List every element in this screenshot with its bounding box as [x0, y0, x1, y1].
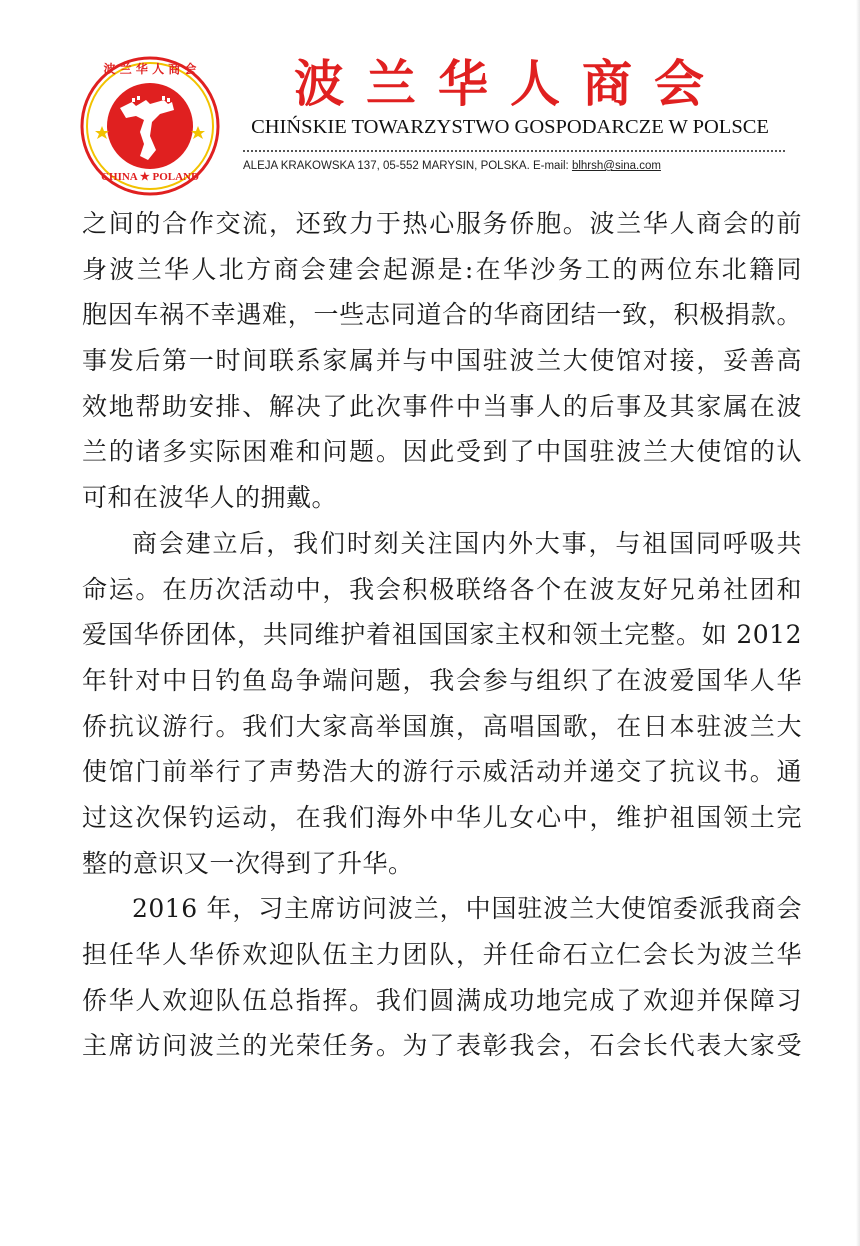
paragraph-2 [82, 518, 802, 884]
text-line: 之间的合作交流，还致力于热心服务侨胞。波兰华人商会的前 [82, 209, 802, 238]
paragraph-1 [82, 198, 802, 518]
text-line: 侨抗议游行。我们大家高举国旗，高唱国歌，在日本驻波兰大 [82, 711, 802, 741]
logo-bottom-text: CHINA ★ POLAND [101, 171, 199, 183]
logo-top-text: 波 兰 华 人 商 会 [103, 62, 197, 76]
text-line: 2016 年，习主席访问波兰，中国驻波兰大使馆委派我商会 [132, 894, 802, 924]
organization-name-polish: CHIŃSKIE TOWARZYSTWO GOSPODARCZE W POLSCE [251, 116, 769, 138]
letterhead [0, 0, 860, 200]
text-line: 整的意识又一次得到了升华。 [82, 848, 414, 878]
text-line: 侨华人欢迎队伍总指挥。我们圆满成功地完成了欢迎并保障习 [82, 985, 802, 1015]
chamber-logo [80, 56, 220, 196]
text-line: 效地帮助安排、解决了此次事件中当事人的后事及其家属在波 [82, 391, 802, 421]
page-edge-shadow [856, 0, 860, 1246]
paragraph-3 [82, 883, 802, 1066]
text-line: 身波兰华人北方商会建会起源是:在华沙务工的两位东北籍同 [82, 254, 802, 284]
text-line: 过这次保钓运动，在我们海外中华儿女心中，维护祖国领土完 [82, 802, 802, 832]
text-line: 事发后第一时间联系家属并与中国驻波兰大使馆对接，妥善高 [82, 346, 802, 376]
email-link[interactable]: blhrsh@sina.com [571, 160, 661, 172]
text-line: 商会建立后，我们时刻关注国内外大事，与祖国同呼吸共 [132, 528, 802, 558]
dotted-divider [243, 150, 785, 152]
text-line: 年针对中日钓鱼岛争端问题，我会参与组织了在波爱国华人华 [82, 665, 802, 695]
text-line: 爱国华侨团体，共同维护着祖国国家主权和领土完整。如 2012 [82, 620, 802, 650]
text-line: 主席访问波兰的光荣任务。为了表彰我会，石会长代表大家受 [82, 1031, 802, 1061]
address-text: ALEJA KRAKOWSKA 137, 05-552 MARYSIN, POLSKA. E-mail: [243, 160, 572, 172]
document-body [82, 198, 802, 1066]
text-line: 兰的诸多实际困难和问题。因此受到了中国驻波兰大使馆的认 [82, 437, 802, 467]
text-line: 胞因车祸不幸遇难，一些志同道合的华商团结一致，积极捐款。 [82, 300, 802, 330]
text-line: 命运。在历次活动中，我会积极联络各个在波友好兄弟社团和 [82, 574, 802, 604]
address-line [243, 158, 803, 174]
text-line: 担任华人华侨欢迎队伍主力团队，并任命石立仁会长为波兰华 [82, 940, 802, 969]
text-line: 可和在波华人的拥戴。 [82, 483, 338, 513]
text-line: 使馆门前举行了声势浩大的游行示威活动并递交了抗议书。通 [82, 757, 802, 787]
organization-name-chinese: 波兰华人商会 [294, 54, 726, 113]
